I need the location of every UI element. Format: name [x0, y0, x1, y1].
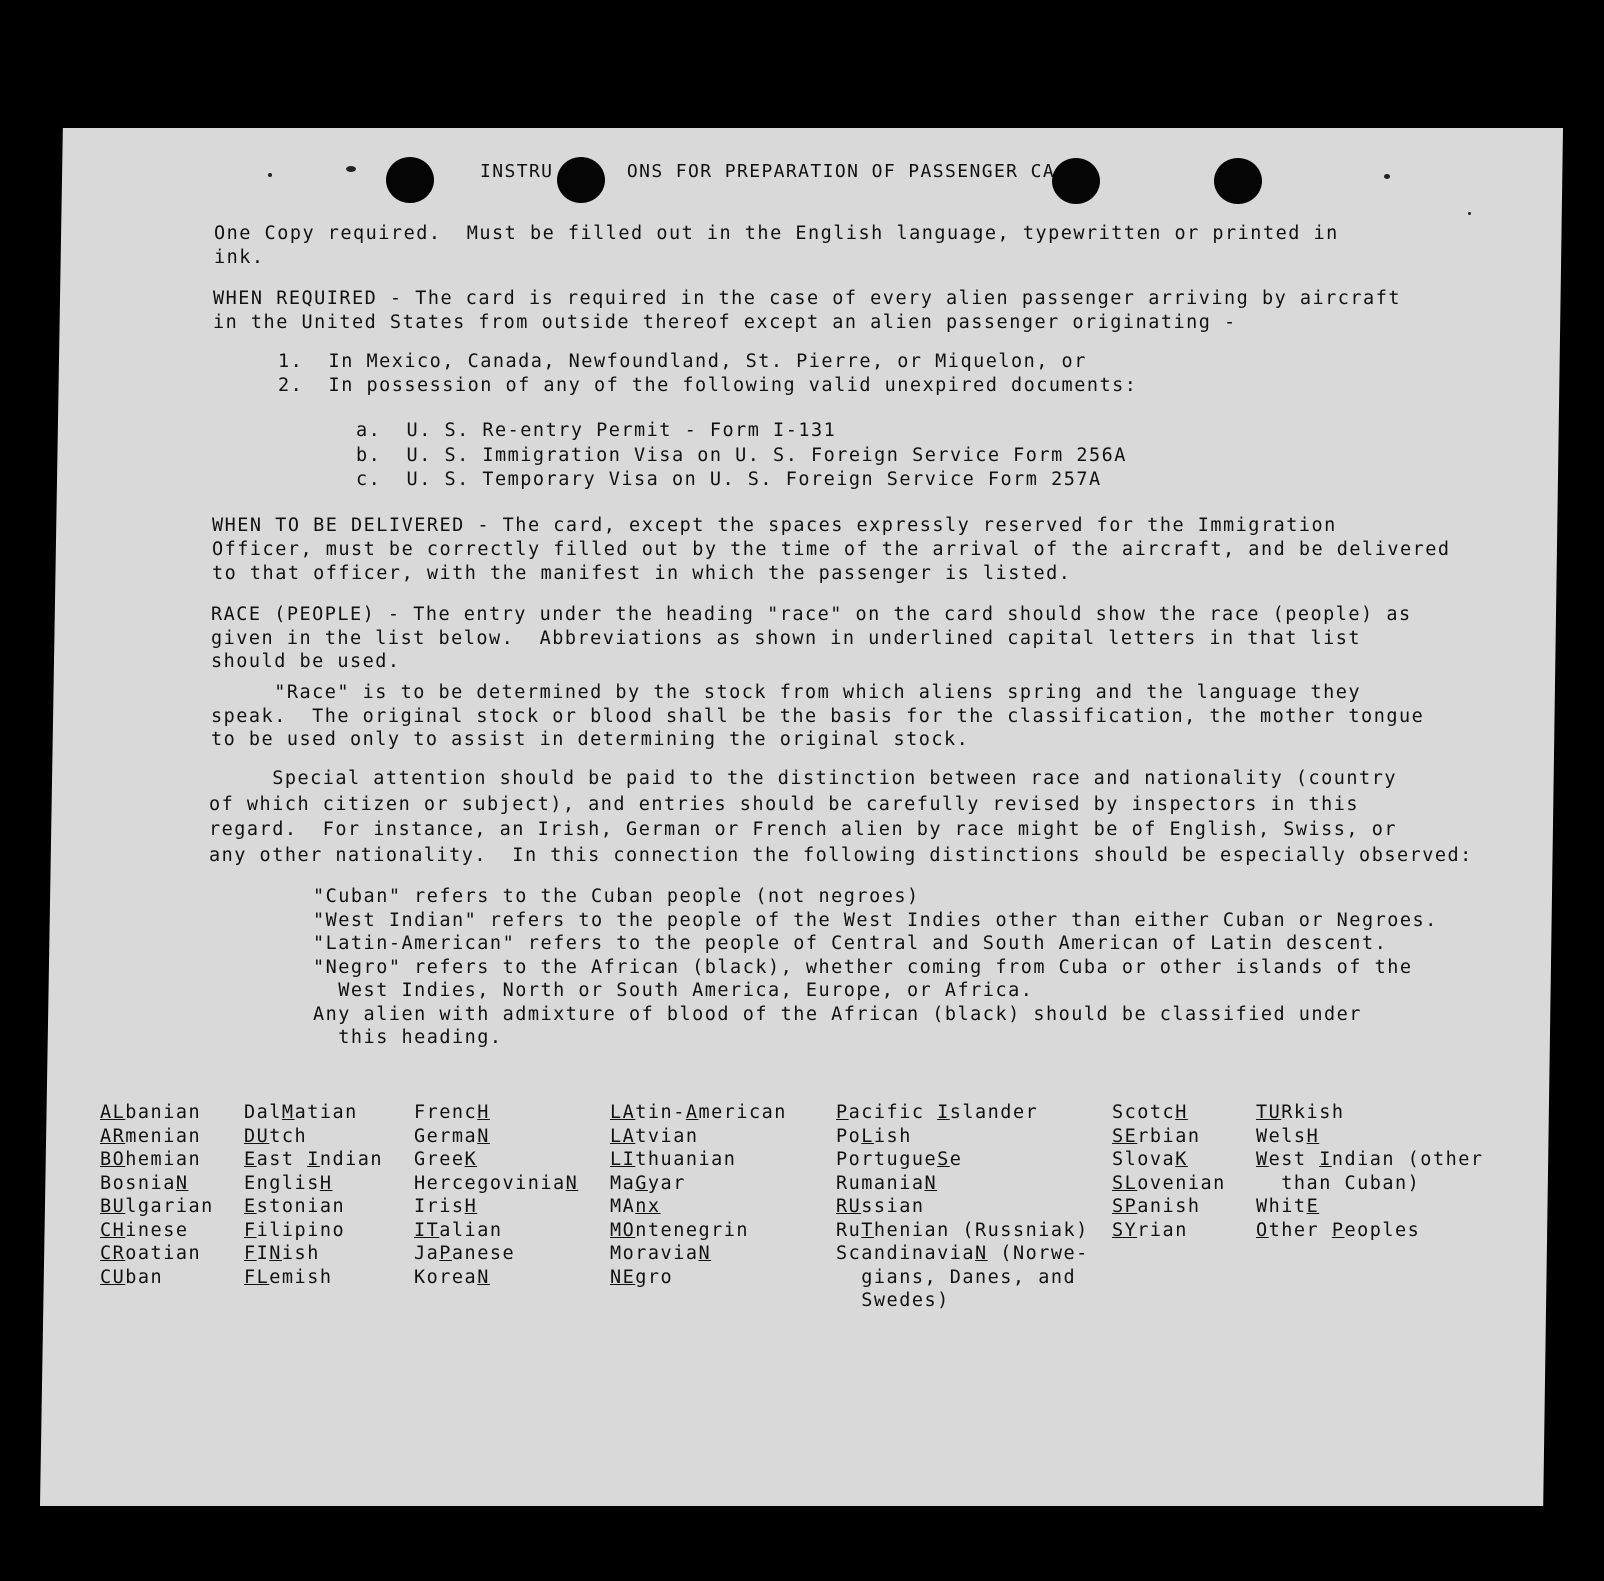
race-abbreviation: F	[244, 1243, 257, 1264]
race-abbreviation: I	[1319, 1149, 1332, 1170]
race-text: tin-	[635, 1102, 686, 1123]
race-entry	[244, 1219, 383, 1243]
race-abbreviation: MO	[610, 1219, 636, 1241]
race-text: rbian	[1137, 1125, 1201, 1147]
race-text: eoples	[1344, 1219, 1421, 1241]
race-text: Ma	[610, 1172, 636, 1194]
race-abbreviation: BO	[100, 1149, 126, 1170]
text-line: Officer, must be correctly filled out by the time of the arrival of the aircraft, and be delivered	[212, 539, 1451, 560]
distinctions-list	[313, 885, 1438, 1050]
race-abbreviation: L	[861, 1125, 874, 1147]
race-text: Swedes)	[836, 1290, 950, 1311]
race-abbreviation: LA	[610, 1102, 636, 1123]
originating-list	[278, 350, 1137, 397]
race-abbreviation: N	[175, 1172, 189, 1194]
race-entry	[244, 1172, 383, 1196]
race-entry	[414, 1148, 578, 1172]
race-entry	[244, 1242, 383, 1266]
intro-paragraph	[214, 222, 1339, 269]
race-entry	[1256, 1195, 1484, 1219]
race-entry	[414, 1172, 578, 1196]
race-abbreviation: DU	[244, 1125, 270, 1147]
race-text: ast	[256, 1149, 308, 1170]
dust-speck	[1468, 212, 1471, 215]
text-line: given in the list below. Abbreviations as shown in underlined capital letters in that list	[211, 627, 1362, 649]
race-entry	[610, 1125, 787, 1149]
race-text: Hercegovinia	[414, 1172, 566, 1194]
race-text: ssian	[861, 1196, 925, 1217]
race-abbreviation: N	[477, 1125, 490, 1147]
race-entry	[100, 1125, 214, 1149]
race-abbreviation: IT	[414, 1219, 440, 1241]
race-abbreviation: F	[244, 1219, 257, 1241]
race-text: yar	[647, 1172, 686, 1194]
race-text: tvian	[635, 1125, 699, 1147]
race-text: atian	[294, 1102, 358, 1123]
race-text: banian	[125, 1102, 202, 1123]
when-required-paragraph	[213, 287, 1401, 334]
race-abbreviation: P	[836, 1102, 849, 1123]
race-definition-paragraph	[211, 681, 1424, 752]
race-text: Frenc	[414, 1102, 478, 1123]
race-text: ndian	[319, 1149, 384, 1170]
race-abbreviation: T	[861, 1219, 874, 1241]
race-entry	[414, 1266, 578, 1290]
race-column	[1256, 1101, 1484, 1242]
race-abbreviation: I	[307, 1149, 320, 1170]
race-text: Po	[836, 1125, 862, 1147]
race-entry	[836, 1172, 1089, 1196]
race-abbreviation: I	[937, 1102, 950, 1123]
race-text: merican	[698, 1102, 787, 1123]
race-entry	[1256, 1148, 1484, 1172]
race-entry	[244, 1266, 383, 1290]
text-line: any other nationality. In this connection the following distinctions should be especially observed:	[209, 844, 1473, 866]
race-text: ndian (other	[1331, 1149, 1484, 1170]
race-text: Korea	[414, 1266, 478, 1288]
race-abbreviation: K	[464, 1149, 478, 1170]
race-abbreviation: N	[565, 1172, 579, 1194]
race-entry	[414, 1101, 578, 1125]
text-line: regard. For instance, an Irish, German or French alien by race might be of English, Swiss, or	[209, 819, 1397, 840]
race-text: Bosnia	[100, 1172, 176, 1194]
text-line: a. U. S. Re-entry Permit - Form I-131	[356, 420, 837, 441]
race-column	[414, 1101, 578, 1289]
race-abbreviation: E	[1306, 1196, 1320, 1217]
race-text: rian	[1137, 1219, 1188, 1241]
race-entry	[610, 1266, 787, 1290]
text-line: 1. In Mexico, Canada, Newfoundland, St. Pierre, or Miquelon, or	[278, 351, 1087, 372]
race-entry	[1256, 1125, 1484, 1149]
race-entry	[100, 1148, 214, 1172]
punch-hole	[1052, 158, 1100, 204]
dust-speck	[346, 166, 356, 172]
dust-speck	[1384, 174, 1390, 179]
race-abbreviation: P	[439, 1243, 452, 1264]
text-line: "Negro" refers to the African (black), whether coming from Cuba or other islands of the	[313, 956, 1413, 978]
race-abbreviation: SL	[1112, 1172, 1138, 1194]
race-entry	[1112, 1219, 1226, 1243]
race-text: ntenegrin	[635, 1219, 750, 1241]
race-entry	[244, 1148, 383, 1172]
race-abbreviation: LI	[610, 1149, 636, 1170]
race-abbreviation: TU	[1256, 1102, 1282, 1123]
race-abbreviation: NE	[610, 1266, 636, 1288]
race-text: Rkish	[1281, 1102, 1345, 1123]
race-text: alian	[439, 1219, 503, 1241]
race-text: emish	[269, 1266, 333, 1288]
race-text: MA	[610, 1196, 636, 1217]
race-entry	[1112, 1195, 1226, 1219]
race-abbreviation: E	[244, 1149, 257, 1170]
text-line: West Indies, North or South America, Europe, or Africa.	[313, 980, 1034, 1001]
punch-hole	[1214, 158, 1262, 204]
text-line: should be used.	[211, 651, 401, 672]
text-line: "West Indian" refers to the people of the West Indies other than either Cuban or Negroes.	[313, 909, 1438, 931]
documents-list	[356, 419, 1127, 493]
race-entry	[1112, 1101, 1226, 1125]
race-entry	[100, 1101, 214, 1125]
race-entry	[836, 1101, 1089, 1125]
race-text: Portugue	[836, 1149, 938, 1170]
race-abbreviation: BU	[100, 1196, 126, 1217]
race-text: I	[256, 1243, 270, 1264]
race-entry	[414, 1219, 578, 1243]
race-entry	[1256, 1101, 1484, 1125]
race-abbreviation: H	[464, 1196, 478, 1217]
race-text: ban	[125, 1266, 164, 1288]
text-line: WHEN TO BE DELIVERED - The card, except the spaces expressly reserved for the Immigration	[212, 515, 1337, 536]
race-abbreviation: N	[975, 1243, 988, 1264]
text-line: One Copy required. Must be filled out in the English language, typewritten or printed in	[214, 223, 1339, 244]
race-abbreviation: H	[477, 1102, 490, 1123]
race-abbreviation: nx	[635, 1196, 661, 1217]
race-entry	[100, 1172, 214, 1196]
race-abbreviation: CU	[100, 1266, 126, 1288]
race-entry	[244, 1101, 383, 1125]
race-entry	[414, 1195, 578, 1219]
race-entry	[1112, 1125, 1226, 1149]
race-text: Ru	[836, 1219, 862, 1241]
race-abbreviation: SY	[1112, 1219, 1138, 1241]
race-text: stonian	[256, 1196, 346, 1217]
race-text: Dal	[244, 1102, 282, 1123]
race-entry	[610, 1219, 787, 1243]
race-abbreviation: E	[244, 1196, 257, 1217]
race-text: lgarian	[125, 1196, 214, 1217]
race-entry	[1112, 1148, 1226, 1172]
race-abbreviation: P	[1331, 1219, 1345, 1241]
race-text: ther	[1268, 1219, 1332, 1241]
race-entry	[1256, 1172, 1484, 1196]
race-entry	[244, 1125, 383, 1149]
race-entry	[414, 1125, 578, 1149]
race-entry	[836, 1125, 1089, 1149]
text-line: RACE (PEOPLE) - The entry under the heading "race" on the card should show the race (people) as	[211, 604, 1412, 625]
race-text: Germa	[414, 1125, 478, 1147]
race-entry	[836, 1219, 1089, 1243]
text-line: ink.	[214, 246, 265, 268]
race-entry	[836, 1266, 1089, 1290]
race-abbreviation: N	[477, 1266, 490, 1288]
race-abbreviation: A	[685, 1102, 699, 1123]
race-entry	[100, 1242, 214, 1266]
race-text: Iris	[414, 1196, 465, 1217]
special-attention-paragraph	[209, 766, 1473, 868]
race-abbreviation: N	[698, 1243, 712, 1264]
race-text: Wels	[1256, 1125, 1307, 1147]
race-column	[244, 1101, 383, 1289]
race-text: menian	[125, 1125, 202, 1147]
race-entry	[836, 1289, 1089, 1313]
race-text: ilipino	[256, 1219, 346, 1241]
race-text: Whit	[1256, 1196, 1307, 1217]
race-abbreviation: RU	[836, 1196, 862, 1217]
race-text: ovenian	[1137, 1172, 1226, 1194]
race-abbreviation: LA	[610, 1125, 636, 1147]
text-line: to be used only to assist in determining the original stock.	[211, 729, 970, 750]
race-entry	[1256, 1219, 1484, 1243]
race-text: anish	[1137, 1196, 1201, 1217]
race-text: gians, Danes, and	[836, 1266, 1077, 1288]
race-column	[100, 1101, 214, 1289]
text-line: Special attention should be paid to the distinction between race and nationality (country	[209, 768, 1397, 789]
when-delivered-paragraph	[212, 514, 1451, 586]
text-line: Any alien with admixture of blood of the African (black) should be classified under	[313, 1003, 1362, 1025]
race-text: Scotc	[1112, 1102, 1176, 1123]
race-abbreviation: G	[635, 1172, 648, 1194]
race-abbreviation: AR	[100, 1125, 126, 1147]
text-line: to that officer, with the manifest in which the passenger is listed.	[212, 563, 1072, 584]
race-text: est	[1268, 1149, 1320, 1170]
race-text: acific	[848, 1102, 938, 1123]
race-abbreviation: AL	[100, 1102, 126, 1123]
race-entry	[610, 1195, 787, 1219]
race-entry	[610, 1101, 787, 1125]
text-line: "Race" is to be determined by the stock from which aliens spring and the language they	[211, 682, 1362, 703]
race-text: oatian	[125, 1243, 202, 1264]
text-line: "Latin-American" refers to the people of Central and South American of Latin descent.	[313, 933, 1388, 954]
race-column	[1112, 1101, 1226, 1242]
race-abbreviation: K	[1175, 1149, 1188, 1170]
page-title: INSTRU ONS FOR PREPARATION OF PASSENGER CA	[480, 161, 1056, 182]
text-line: "Cuban" refers to the Cuban people (not negroes)	[313, 886, 920, 907]
race-entry	[414, 1242, 578, 1266]
race-text: e	[949, 1149, 963, 1170]
race-text: hemian	[125, 1149, 202, 1170]
race-text: inese	[125, 1219, 189, 1241]
race-text: henian (Russniak)	[873, 1219, 1089, 1241]
punch-hole	[386, 157, 434, 203]
race-abbreviation: SE	[1112, 1125, 1138, 1147]
race-abbreviation: H	[1306, 1125, 1320, 1147]
race-entry	[836, 1195, 1089, 1219]
race-entry	[610, 1172, 787, 1196]
race-text: Englis	[244, 1172, 320, 1194]
race-column	[836, 1101, 1089, 1313]
race-text: thuanian	[635, 1149, 737, 1170]
race-text: Gree	[414, 1149, 465, 1170]
race-entry	[100, 1266, 214, 1290]
text-line: WHEN REQUIRED - The card is required in the case of every alien passenger arriving by aircraft	[213, 288, 1401, 309]
race-abbreviation: FL	[244, 1266, 270, 1288]
race-text: anese	[451, 1243, 516, 1264]
race-abbreviation: N	[924, 1172, 938, 1194]
race-entry	[610, 1242, 787, 1266]
race-entry	[1112, 1172, 1226, 1196]
race-column	[610, 1101, 787, 1289]
race-abbreviation: S	[937, 1149, 950, 1170]
dust-speck	[268, 173, 272, 177]
race-text: than Cuban)	[1256, 1172, 1421, 1194]
race-text: Moravia	[610, 1243, 699, 1264]
race-entry	[836, 1242, 1089, 1266]
text-line: this heading.	[313, 1027, 503, 1048]
race-text: (Norwe-	[987, 1243, 1089, 1264]
race-abbreviation: H	[319, 1172, 333, 1194]
race-abbreviation: H	[1175, 1102, 1188, 1123]
text-line: speak. The original stock or blood shall be the basis for the classification, the mother tongue	[211, 705, 1425, 727]
race-entry	[610, 1148, 787, 1172]
race-text: Slova	[1112, 1149, 1176, 1170]
race-text: slander	[949, 1102, 1039, 1123]
race-text: ish	[873, 1125, 912, 1147]
text-line: 2. In possession of any of the following valid unexpired documents:	[278, 374, 1138, 396]
race-entry	[100, 1219, 214, 1243]
text-line: of which citizen or subject), and entries should be carefully revised by inspectors in this	[209, 793, 1360, 815]
race-text: Scandinavia	[836, 1243, 976, 1264]
race-text: Rumania	[836, 1172, 925, 1194]
race-abbreviation: W	[1256, 1149, 1269, 1170]
race-abbreviation: CH	[100, 1219, 126, 1241]
race-abbreviation: M	[281, 1102, 295, 1123]
race-entry	[836, 1148, 1089, 1172]
text-line: c. U. S. Temporary Visa on U. S. Foreign Service Form 257A	[356, 469, 1102, 490]
race-text: gro	[635, 1266, 674, 1288]
race-abbreviation: SP	[1112, 1196, 1138, 1217]
race-intro-paragraph	[211, 603, 1412, 674]
race-abbreviation: CR	[100, 1243, 126, 1264]
race-abbreviation: O	[1256, 1219, 1269, 1241]
race-abbreviation: N	[269, 1243, 282, 1264]
race-text: tch	[269, 1125, 308, 1147]
text-line: b. U. S. Immigration Visa on U. S. Foreign Service Form 256A	[356, 444, 1127, 466]
race-text: ish	[281, 1243, 320, 1264]
race-entry	[244, 1195, 383, 1219]
race-entry	[100, 1195, 214, 1219]
text-line: in the United States from outside thereof except an alien passenger originating -	[213, 311, 1237, 333]
race-text: Ja	[414, 1243, 440, 1264]
